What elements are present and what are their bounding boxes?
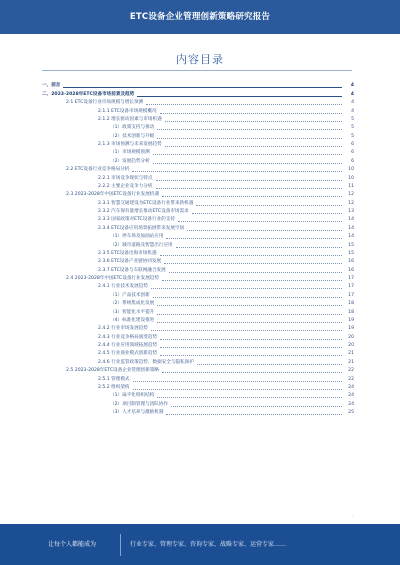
toc-leader-dots — [157, 129, 342, 130]
toc-entry-text: 2.2.1 市场竞争现状与特点 — [98, 175, 153, 181]
toc-leader-dots — [156, 180, 343, 181]
toc-entry[interactable] — [40, 291, 354, 299]
toc-entry-text: （2）项目制管理与团队协作 — [110, 401, 169, 407]
toc-leader-dots — [156, 188, 343, 189]
toc-leader-dots — [160, 339, 342, 340]
toc-entry[interactable] — [40, 174, 354, 182]
toc-entry[interactable] — [40, 132, 354, 140]
toc-leader-dots — [157, 322, 342, 323]
toc-page-number: 4 — [350, 83, 354, 89]
toc-leader-dots — [165, 121, 342, 122]
toc-entry[interactable] — [40, 317, 354, 325]
toc-page-number: 18 — [348, 301, 354, 307]
toc-leader-dots — [162, 196, 342, 197]
toc-page-number: 17 — [348, 292, 354, 298]
footer-tagline: 行业专家、管理专家、咨询专家、战略专家、运营专家…… — [130, 541, 287, 548]
footer-divider — [120, 534, 121, 556]
toc-leader-dots — [160, 113, 342, 114]
toc-entry[interactable] — [40, 90, 354, 98]
toc-page-number: 5 — [351, 125, 354, 131]
toc-page-number: 15 — [348, 250, 354, 256]
toc-entry-text: （1）扁平化组织结构 — [110, 393, 155, 399]
toc-entry[interactable] — [40, 107, 354, 115]
toc-entry-text: （2）城市道路及智慧出行应用 — [110, 242, 173, 248]
toc-page-number: 19 — [348, 326, 354, 332]
toc-entry-text: 2.4.1 行业技术发展趋势 — [98, 284, 148, 290]
toc-entry-text: 2.1.1 ETC设备市场规模概况 — [98, 108, 157, 114]
toc-entry-text: 2.5.2 组织架构 — [98, 384, 130, 390]
toc-entry-text: 2.4.5 行业商业模式创新趋势 — [98, 351, 158, 357]
toc-entry-text: （2）技术创新与升级 — [110, 133, 155, 139]
toc-entry-text: 二、2023-2028年ETC设备市场前景及趋势 — [42, 91, 135, 97]
toc-entry[interactable] — [40, 400, 354, 408]
toc-page-number: 11 — [348, 183, 354, 189]
toc-entry[interactable] — [40, 166, 354, 174]
toc-entry-text: 2.1 ETC设备行业市场规模与增长预测 — [66, 100, 144, 106]
toc-page-number: 21 — [348, 359, 354, 365]
toc-leader-dots — [165, 146, 342, 147]
toc-entry[interactable] — [40, 375, 354, 383]
toc-entry[interactable] — [40, 183, 354, 191]
title-divider — [42, 70, 352, 71]
toc-page-number: 4 — [351, 100, 354, 106]
toc-page-number: 24 — [348, 393, 354, 399]
toc-leader-dots — [63, 87, 342, 88]
toc-leader-dots — [192, 213, 342, 214]
toc-leader-dots — [153, 154, 342, 155]
toc-entry[interactable] — [40, 300, 354, 308]
toc-page-number: 14 — [348, 225, 354, 231]
toc-page-number: 13 — [348, 209, 354, 214]
table-of-contents — [40, 82, 354, 417]
toc-page-number: 14 — [348, 234, 354, 240]
toc-page-number: 12 — [348, 200, 354, 206]
toc-leader-dots — [176, 247, 342, 248]
toc-page-number: 6 — [351, 158, 354, 164]
toc-page-number: 5 — [351, 133, 354, 139]
toc-entry-text: 2.4 2023-2028年中国ETC设备行业发展趋势 — [66, 276, 159, 281]
toc-entry[interactable] — [40, 216, 354, 224]
report-title: ETC设备企业管理创新策略研究报告 — [129, 12, 271, 22]
toc-leader-dots — [132, 171, 342, 172]
toc-leader-dots — [166, 238, 342, 239]
toc-entry-text: 2.3.1 智慧交通建设为ETC设备行业带来新机遇 — [98, 200, 194, 206]
toc-entry-text: 2.3.4 ETC设备应用场景拓展带来发展空间 — [98, 225, 185, 231]
toc-entry-text: （1）政策支持与推动 — [110, 125, 155, 131]
toc-entry[interactable] — [40, 208, 354, 216]
toc-leader-dots — [160, 355, 342, 356]
toc-entry[interactable] — [40, 308, 354, 316]
toc-leader-dots — [160, 255, 342, 256]
toc-leader-dots — [166, 414, 342, 415]
toc-page-number: 20 — [348, 343, 354, 348]
toc-leader-dots — [164, 263, 342, 264]
toc-entry-text: 2.3.5 ETC设备出海市场机遇 — [98, 250, 157, 256]
toc-page-number: 17 — [348, 284, 354, 290]
toc-entry[interactable] — [40, 325, 354, 333]
toc-entry-text: 2.3.6 ETC设备产业链协同发展 — [98, 259, 162, 265]
toc-page-number: 14 — [348, 217, 354, 223]
toc-page-number: 19 — [348, 317, 354, 323]
toc-entry-text: 2.3 2023-2028年中国ETC设备行业发展机遇 — [66, 192, 159, 198]
toc-leader-dots — [157, 314, 342, 315]
toc-page-number: 24 — [348, 401, 354, 407]
toc-entry[interactable] — [40, 124, 354, 132]
toc-page-number: 22 — [348, 368, 354, 374]
toc-leader-dots — [133, 389, 342, 390]
toc-entry[interactable] — [40, 283, 354, 291]
toc-entry[interactable] — [40, 358, 354, 366]
toc-leader-dots — [196, 205, 342, 206]
page-number: - — [351, 513, 353, 518]
toc-entry-text: （1）停车场及加油站应用 — [110, 234, 164, 240]
toc-page-number: 22 — [348, 376, 354, 382]
toc-page-number: 10 — [348, 167, 354, 173]
toc-page-number: 16 — [348, 267, 354, 273]
toc-entry[interactable] — [40, 275, 354, 283]
toc-page-number: 16 — [348, 259, 354, 265]
toc-entry[interactable] — [40, 199, 354, 207]
toc-leader-dots — [157, 138, 342, 139]
toc-page-number: 17 — [348, 276, 354, 281]
toc-entry[interactable] — [40, 82, 354, 90]
toc-leader-dots — [137, 96, 342, 97]
toc-entry[interactable] — [40, 250, 354, 258]
toc-page-number: 12 — [348, 192, 354, 198]
toc-page-number: 21 — [348, 351, 354, 357]
toc-leader-dots — [162, 280, 342, 281]
toc-page-number: 6 — [351, 150, 354, 156]
toc-entry[interactable] — [40, 141, 354, 149]
toc-entry[interactable] — [40, 342, 354, 350]
toc-entry-text: 2.3.2 汽车保有量增长推动ETC设备市场需求 — [98, 209, 189, 214]
toc-entry[interactable] — [40, 157, 354, 165]
toc-entry[interactable] — [40, 99, 354, 107]
toc-entry-text: （3）人才培养与激励机制 — [110, 410, 164, 415]
toc-entry[interactable] — [40, 333, 354, 341]
toc-entry-text: （4）标准化建设推进 — [110, 317, 155, 323]
toc-entry[interactable] — [40, 266, 354, 274]
toc-page-number: 25 — [348, 410, 354, 415]
footer-slogan: 让每个人都能成为 — [48, 541, 97, 548]
toc-leader-dots — [197, 364, 342, 365]
toc-entry-text: 2.1.2 增长驱动因素与市场机遇 — [98, 116, 162, 122]
toc-entry-text: （1）产品技术创新 — [110, 292, 150, 298]
toc-entry-text: 2.2 ETC设备行业竞争格局分析 — [66, 167, 130, 173]
toc-leader-dots — [151, 330, 342, 331]
toc-entry[interactable] — [40, 392, 354, 400]
toc-page-number: 4 — [350, 91, 354, 97]
toc-entry[interactable] — [40, 367, 354, 375]
toc-entry-text: （3）智能化水平提升 — [110, 309, 155, 315]
toc-entry-text: 2.2.2 主要企业竞争力分析 — [98, 183, 153, 189]
toc-entry-text: （1）市场规模预测 — [110, 150, 150, 156]
toc-leader-dots — [160, 347, 342, 348]
toc-entry[interactable] — [40, 409, 354, 417]
toc-entry-text: 2.5 2023-2028年ETC设备企业管理创新策略 — [66, 368, 159, 374]
toc-leader-dots — [169, 272, 342, 273]
toc-entry[interactable] — [40, 258, 354, 266]
toc-leader-dots — [146, 104, 342, 105]
toc-page-number: 24 — [348, 384, 354, 390]
toc-page-number: 20 — [348, 334, 354, 340]
toc-leader-dots — [157, 305, 342, 306]
toc-entry-text: 2.4.6 行业监管政策趋势、数据安全与隐私保护 — [98, 359, 194, 365]
toc-heading: 内容目录 — [176, 53, 224, 66]
toc-entry[interactable] — [40, 241, 354, 249]
toc-entry-text: （2）系统集成化发展 — [110, 301, 155, 307]
toc-leader-dots — [133, 381, 342, 382]
toc-entry-text: （2）发展趋势分析 — [110, 158, 150, 164]
toc-entry-text: 2.3.7 ETC设备与车联网融合发展 — [98, 267, 166, 273]
toc-leader-dots — [151, 288, 342, 289]
toc-entry-text: 2.4.2 行业市场发展趋势 — [98, 326, 148, 332]
toc-leader-dots — [171, 406, 342, 407]
toc-page-number: 6 — [351, 142, 354, 147]
toc-entry[interactable] — [40, 350, 354, 358]
toc-leader-dots — [162, 372, 342, 373]
toc-entry[interactable] — [40, 149, 354, 157]
toc-entry-text: 一、前言 — [42, 83, 61, 89]
toc-leader-dots — [178, 221, 342, 222]
toc-leader-dots — [153, 163, 342, 164]
toc-entry[interactable] — [40, 233, 354, 241]
toc-leader-dots — [153, 297, 342, 298]
toc-entry-text: 2.3.3 国家政策对ETC设备行业的支持 — [98, 217, 175, 223]
toc-entry-text: 2.4.3 行业竞争格局演变趋势 — [98, 334, 158, 340]
toc-page-number: 10 — [348, 175, 354, 181]
toc-page-number: 18 — [348, 309, 354, 315]
toc-entry[interactable] — [40, 191, 354, 199]
toc-leader-dots — [157, 397, 342, 398]
toc-entry[interactable] — [40, 116, 354, 124]
toc-page-number: 5 — [351, 116, 354, 122]
toc-entry-text: 2.5.1 管理模式 — [98, 376, 130, 382]
toc-entry[interactable] — [40, 224, 354, 232]
toc-page-number: 15 — [348, 242, 354, 248]
toc-entry-text: 2.4.4 行业应用领域拓展趋势 — [98, 343, 158, 348]
toc-entry-text: 2.1.3 市场预测与未来发展趋势 — [98, 142, 162, 147]
toc-entry[interactable] — [40, 384, 354, 392]
toc-leader-dots — [187, 230, 342, 231]
toc-page-number: 4 — [351, 108, 354, 114]
